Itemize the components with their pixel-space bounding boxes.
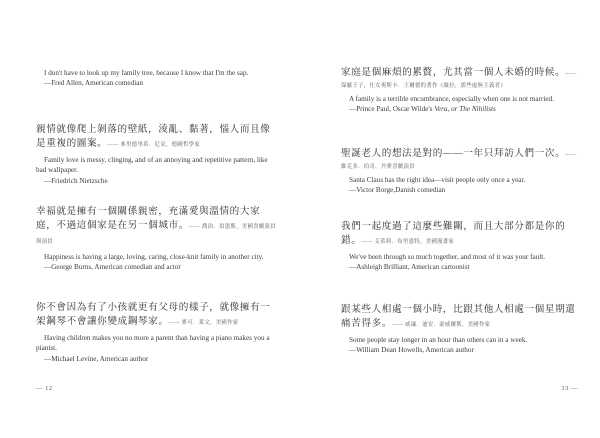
quote-chinese-attribution: —— 喬治．伯恩斯，美國喜劇演員與演員	[36, 224, 276, 245]
quote-michael-levine	[36, 301, 276, 364]
quote-english: I don't have to look up my family tree, because I know that I'm the sap.	[44, 69, 249, 77]
quote-chinese-source: 保羅王子，仕女奧斯卡．王爾德的著作《薇拉，那些虛無主義者》	[341, 83, 507, 89]
quote-chinese-attribution: —— 艾希莉．布里恩特，美國漫畫家	[361, 239, 455, 245]
quote-chinese-attribution: —— 弗里德里希．尼采，德國哲學家	[107, 142, 201, 148]
quote-chinese-attribution: —— 麥可．萊文，美國作家	[168, 320, 239, 326]
quote-attribution: —Prince Paul, Oscar Wilde's Vera, or The Nihilists	[349, 105, 496, 114]
quote-fred-allen	[36, 68, 276, 89]
quote-chinese-source: 維克多．伯奇，丹麥喜劇演員	[341, 164, 415, 170]
right-page	[300, 0, 600, 438]
book-title: Vera, or The Nihilists	[434, 105, 496, 114]
quote-chinese: 幸福就是擁有一個關係親密，充滿愛與溫情的大家庭，不過這個家是在另一個城市。—— 喬治．伯恩斯，美國喜劇演員與演員	[36, 206, 276, 245]
quote-chinese-attribution: ——	[565, 152, 577, 158]
page-number-right: 13 —	[561, 385, 578, 392]
quote-chinese: 你不會因為有了小孩就更有父母的樣子，就像擁有一架鋼琴不會讓你變成鋼琴家。—— 麥可．萊文，美國作家	[36, 302, 271, 327]
quote-chinese: 聖誕老人的想法是對的——一年只拜訪人們一次。——	[341, 148, 577, 159]
quote-english: We've been through so much together, and most of it was your fault.	[349, 253, 546, 261]
quote-prince-paul	[341, 66, 577, 115]
quote-attribution: —Fred Allen, American comedian	[44, 79, 143, 88]
quote-chinese: 親情就像爬上剝落的壁紙，淩亂、黏著，惱人而且像是重複的圖案。—— 弗里德里希．尼采，德國哲學家	[36, 124, 271, 149]
quote-george-burns	[36, 205, 276, 273]
quote-chinese: 跟某些人相處一個小時，比跟其他人相處一個星期還痛苦得多。—— 威廉．迪安．豪威爾斯，美國作家	[341, 304, 576, 329]
quote-english: Santa Claus has the right idea—visit people only once a year.	[349, 176, 526, 184]
quote-nietzsche	[36, 123, 276, 186]
quote-chinese-attribution: —— 威廉．迪安．豪威爾斯，美國作家	[391, 322, 491, 328]
quote-attribution: —William Dean Howells, American author	[349, 346, 474, 355]
quote-ashleigh-brilliant	[341, 220, 577, 273]
quote-english: Family love is messy, clinging, and of an annoying and repetitive pattern, like bad wallpaper.	[36, 156, 268, 175]
quote-chinese: 家庭是個麻煩的累贅，尤其當一個人未婚的時候。——	[341, 67, 577, 78]
quote-attribution: —Ashleigh Brilliant, American cartoonist	[349, 263, 470, 272]
quote-chinese-attribution: ——	[565, 71, 577, 77]
quote-chinese: 我們一起度過了這麼些難關，而且大部分都是你的錯。—— 艾希莉．布里恩特，美國漫畫家	[341, 221, 566, 246]
quote-william-dean-howells	[341, 303, 577, 356]
quote-english: Happiness is having a large, loving, caring, close-knit family in another city.	[44, 253, 264, 261]
quote-attribution: —Friedrich Nietzsche	[44, 176, 108, 185]
quote-english: A family is a terrible encumbrance, especially when one is not married.	[349, 95, 554, 103]
page-number-left: — 12	[36, 385, 53, 392]
quote-attribution: —Michael Levine, American author	[44, 354, 149, 363]
quote-victor-borge	[341, 147, 577, 196]
quote-english: Having children makes you no more a parent than having a piano makes you a pianist.	[36, 334, 270, 353]
quote-english: Some people stay longer in an hour than others can in a week.	[349, 336, 528, 344]
quote-attribution: —Victor Borge,Danish comedian	[349, 186, 446, 195]
quote-attribution: —George Burns, American comedian and actor	[44, 263, 181, 272]
